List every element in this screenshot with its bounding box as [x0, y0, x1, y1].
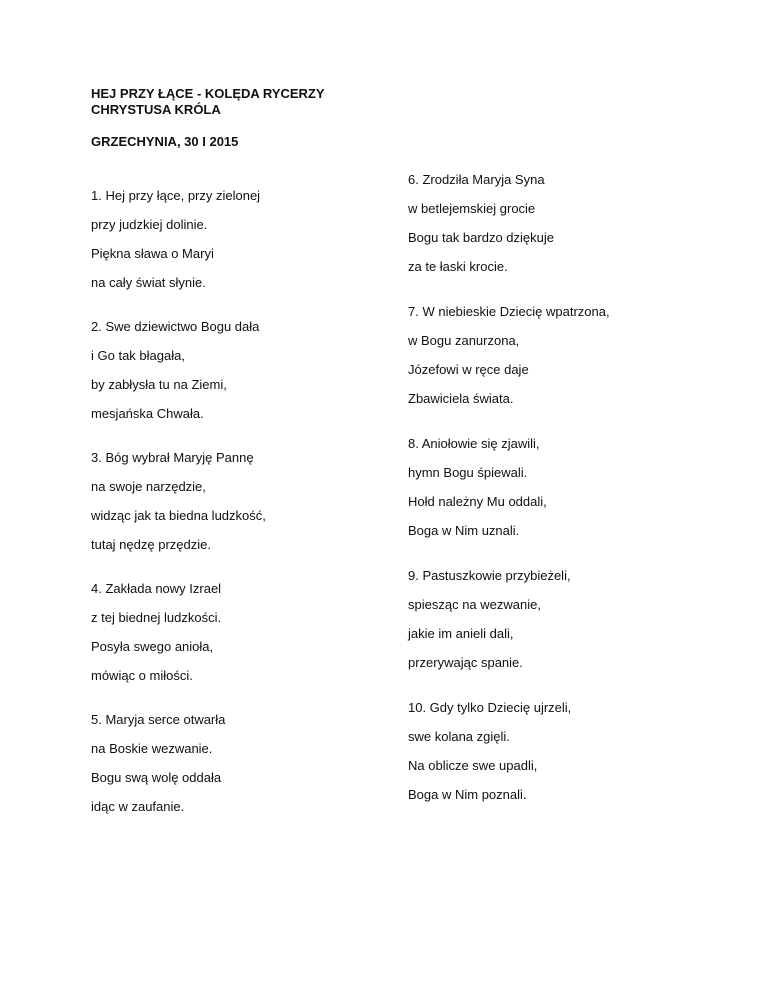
stanza-line: 8. Aniołowie się zjawili,: [408, 436, 540, 451]
stanza-line: widząc jak ta biedna ludzkość,: [91, 508, 266, 523]
stanza-line: by zabłysła tu na Ziemi,: [91, 377, 227, 392]
document-subtitle: GRZECHYNIA, 30 I 2015: [91, 134, 239, 149]
stanza-4: [91, 581, 391, 684]
stanza-line: 3. Bóg wybrał Maryję Pannę: [91, 450, 254, 465]
stanza-line: na swoje narzędzie,: [91, 479, 206, 494]
left-column: [91, 188, 391, 843]
stanza-line: 1. Hej przy łące, przy zielonej: [91, 188, 261, 203]
stanza-line: z tej biednej ludzkości.: [91, 610, 222, 625]
stanza-line: 4. Zakłada nowy Izrael: [91, 581, 222, 596]
stanza-7: [408, 304, 708, 407]
stanza-6: [408, 172, 708, 275]
stanza-5: [91, 712, 391, 815]
stanza-line: 5. Maryja serce otwarła: [91, 712, 226, 727]
stanza-line: hymn Bogu śpiewali.: [408, 465, 528, 480]
stanza-10: [408, 700, 708, 803]
stanza-line: w betlejemskiej grocie: [408, 201, 536, 216]
stanza-line: Hołd należny Mu oddali,: [408, 494, 547, 509]
stanza-line: przy judzkiej dolinie.: [91, 217, 208, 232]
stanza-line: 7. W niebieskie Dziecię wpatrzona,: [408, 304, 610, 319]
stanza-line: 6. Zrodziła Maryja Syna: [408, 172, 545, 187]
stanza-line: Bogu tak bardzo dziękuje: [408, 230, 554, 245]
stanza-line: jakie im anieli dali,: [408, 626, 514, 641]
stanza-line: Boga w Nim uznali.: [408, 523, 520, 538]
stanza-line: mesjańska Chwała.: [91, 406, 204, 421]
stanza-line: w Bogu zanurzona,: [408, 333, 520, 348]
stanza-9: [408, 568, 708, 671]
document-title: HEJ PRZY ŁĄCE - KOLĘDA RYCERZY CHRYSTUSA KRÓLA: [91, 86, 325, 117]
stanza-line: Piękna sława o Maryi: [91, 246, 214, 261]
stanza-line: Posyła swego anioła,: [91, 639, 214, 654]
right-column: [408, 172, 708, 832]
stanza-line: Józefowi w ręce daje: [408, 362, 529, 377]
stanza-line: idąc w zaufanie.: [91, 799, 185, 814]
stanza-line: spiesząc na wezwanie,: [408, 597, 541, 612]
stanza-line: przerywając spanie.: [408, 655, 523, 670]
stanza-line: tutaj nędzę przędzie.: [91, 537, 211, 552]
stanza-line: swe kolana zgięli.: [408, 729, 510, 744]
stanza-3: [91, 450, 391, 553]
stanza-8: [408, 436, 708, 539]
stanza-line: 2. Swe dziewictwo Bogu dała: [91, 319, 260, 334]
stanza-line: i Go tak błagała,: [91, 348, 185, 363]
stanza-line: na cały świat słynie.: [91, 275, 206, 290]
stanza-line: mówiąc o miłości.: [91, 668, 193, 683]
stanza-line: Bogu swą wolę oddała: [91, 770, 222, 785]
stanza-line: 10. Gdy tylko Dziecię ujrzeli,: [408, 700, 572, 715]
stanza-1: [91, 188, 391, 291]
stanza-2: [91, 319, 391, 422]
stanza-line: za te łaski krocie.: [408, 259, 508, 274]
stanza-line: Boga w Nim poznali.: [408, 787, 527, 802]
stanza-line: Zbawiciela świata.: [408, 391, 514, 406]
stanza-line: 9. Pastuszkowie przybieżeli,: [408, 568, 571, 583]
stanza-line: Na oblicze swe upadli,: [408, 758, 538, 773]
stanza-line: na Boskie wezwanie.: [91, 741, 213, 756]
